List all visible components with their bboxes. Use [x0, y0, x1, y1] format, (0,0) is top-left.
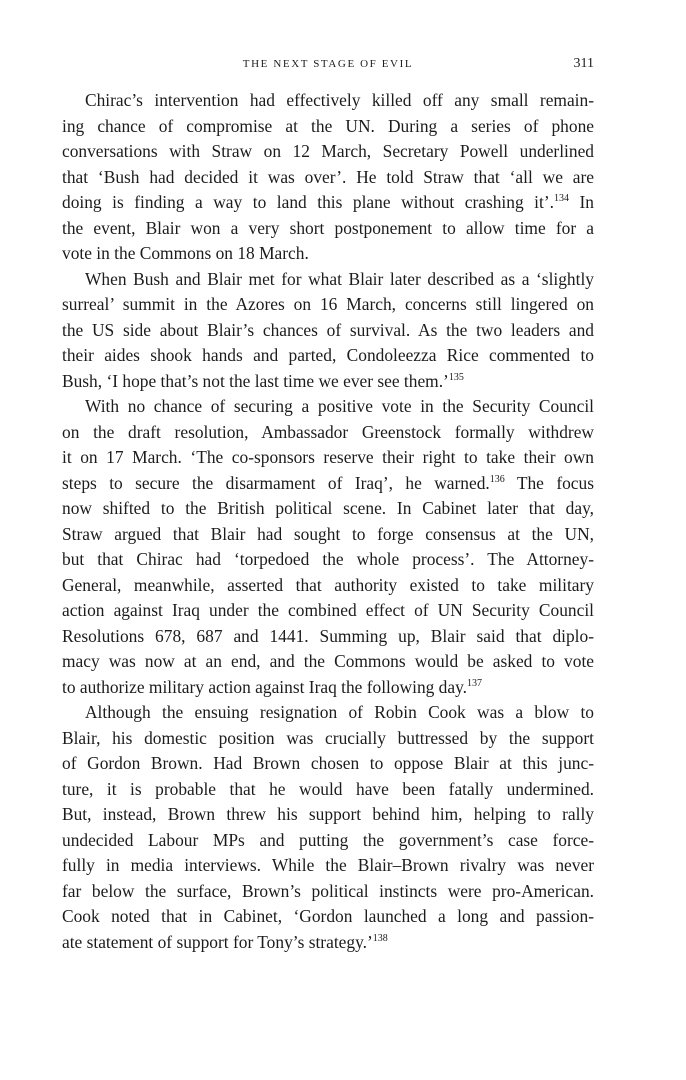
- line-text: In: [568, 192, 594, 212]
- text-line: far below the surface, Brown’s political instincts were pro-American.: [62, 880, 594, 901]
- text-line: that ‘Bush had decided it was over’. He told Straw that ‘all we are: [62, 166, 594, 187]
- text-line: Resolutions 678, 687 and 1441. Summing up, Blair said that diplo-: [62, 625, 594, 646]
- text-line: When Bush and Blair met for what Blair later described as a ‘slightly: [85, 268, 594, 289]
- text-line: undecided Labour MPs and putting the government’s case force-: [62, 829, 594, 850]
- paragraph: [62, 88, 594, 267]
- text-line: [62, 930, 594, 956]
- text-line: Chirac’s intervention had effectively killed off any small remain-: [85, 90, 594, 110]
- footnote-marker: 136: [489, 473, 505, 485]
- text-line: macy was now at an end, and the Commons would be asked to vote: [62, 651, 594, 671]
- paragraph: [62, 267, 594, 395]
- page-number: 311: [573, 56, 594, 71]
- text-line: the event, Blair won a very short postponement to allow time for a: [62, 217, 594, 238]
- text-line: [62, 675, 594, 701]
- running-head: THE NEXT STAGE OF EVIL: [242, 58, 414, 70]
- text-line: now shifted to the British political scene. In Cabinet later that day,: [62, 498, 594, 518]
- text-line: [62, 471, 594, 497]
- text-line: Blair, his domestic position was crucially buttressed by the support: [62, 727, 594, 748]
- line-text: steps to secure the disarmament of Iraq’, he warned.: [62, 472, 490, 493]
- line-text: The focus: [504, 472, 594, 493]
- text-line: General, meanwhile, asserted that authority existed to take military: [62, 574, 594, 595]
- text-line: their aides shook hands and parted, Condoleezza Rice commented to: [62, 345, 594, 365]
- page-header: [62, 56, 594, 72]
- text-line: but that Chirac had ‘torpedoed the whole process’. The Attorney-: [62, 549, 594, 569]
- line-text: to authorize military action against Iraq the following day.: [62, 676, 468, 697]
- paragraph: [62, 700, 594, 955]
- text-line: of Gordon Brown. Had Brown chosen to oppose Blair at this junc-: [62, 753, 594, 773]
- paragraph: [62, 394, 594, 700]
- text-line: it on 17 March. ‘The co-sponsors reserve their right to take their own: [62, 447, 594, 467]
- text-line: action against Iraq under the combined effect of UN Security Council: [62, 600, 594, 620]
- line-text: Bush, ‘I hope that’s not the last time we ever see them.’: [62, 370, 449, 391]
- text-line: fully in media interviews. While the Blair–Brown rivalry was never: [62, 855, 594, 875]
- text-line: ing chance of compromise at the UN. During a series of phone: [62, 115, 594, 136]
- footnote-marker: 135: [448, 371, 464, 383]
- text-line: vote in the Commons on 18 March.: [62, 243, 309, 263]
- text-line: ture, it is probable that he would have been fatally undermined.: [62, 778, 594, 799]
- text-line: Cook noted that in Cabinet, ‘Gordon launched a long and passion-: [62, 906, 594, 926]
- line-text: doing is finding a way to land this plane without crashing it’.: [62, 192, 554, 212]
- text-line: on the draft resolution, Ambassador Greenstock formally withdrew: [62, 421, 594, 442]
- footnote-marker: 134: [553, 193, 569, 204]
- text-line: But, instead, Brown threw his support behind him, helping to rally: [62, 804, 594, 824]
- body-text: [62, 88, 594, 955]
- text-line: surreal’ summit in the Azores on 16 March, concerns still lingered on: [62, 294, 594, 314]
- text-line: [62, 369, 594, 395]
- line-text: ate statement of support for Tony’s strategy.’: [62, 931, 373, 952]
- text-line: the US side about Blair’s chances of survival. As the two leaders and: [62, 319, 594, 340]
- text-line: [62, 190, 594, 216]
- text-line: With no chance of securing a positive vote in the Security Council: [85, 396, 594, 416]
- text-line: conversations with Straw on 12 March, Secretary Powell underlined: [62, 141, 594, 161]
- text-line: Straw argued that Blair had sought to forge consensus at the UN,: [62, 523, 594, 544]
- text-line: Although the ensuing resignation of Robin Cook was a blow to: [85, 702, 594, 722]
- footnote-marker: 138: [372, 932, 388, 944]
- footnote-marker: 137: [467, 677, 483, 689]
